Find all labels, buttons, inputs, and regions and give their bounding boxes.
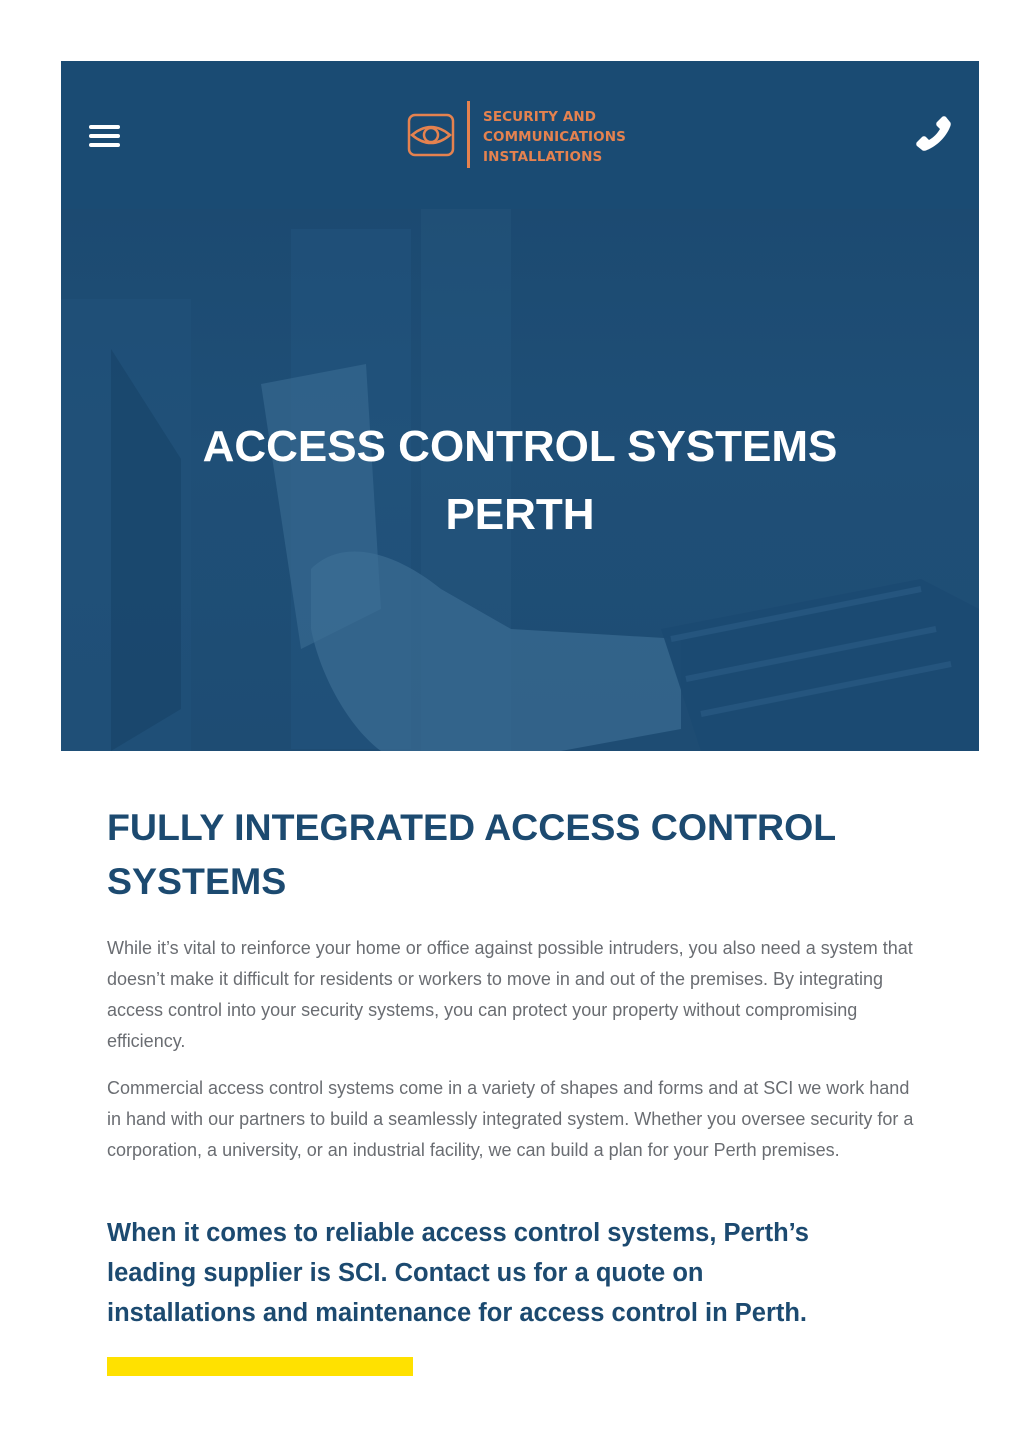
- menu-line: [89, 143, 120, 147]
- hero-title-line: PERTH: [445, 490, 595, 539]
- menu-line: [89, 134, 120, 138]
- section-heading-line: FULLY INTEGRATED ACCESS CONTROL: [107, 806, 837, 848]
- hero-card: [61, 61, 979, 751]
- cta-line: leading supplier is SCI. Contact us for a quote on: [107, 1259, 704, 1287]
- logo-text: [483, 107, 626, 167]
- section-heading: [107, 800, 927, 908]
- hamburger-menu-icon[interactable]: [89, 125, 121, 147]
- cta-text: [107, 1213, 927, 1333]
- hero-title: [61, 413, 979, 549]
- menu-line: [89, 125, 120, 129]
- main-content: [107, 800, 927, 1327]
- phone-icon[interactable]: [913, 113, 953, 153]
- site-header: [61, 61, 979, 209]
- site-logo[interactable]: [407, 101, 647, 169]
- hero-title-line: ACCESS CONTROL SYSTEMS: [202, 422, 838, 471]
- cta-line: installations and maintenance for access control in Perth.: [107, 1299, 808, 1327]
- logo-divider: [467, 101, 470, 168]
- logo-line: SECURITY AND: [483, 109, 597, 125]
- logo-line: COMMUNICATIONS: [483, 129, 626, 145]
- commercial-paragraph: Commercial access control systems come in a variety of shapes and forms and at SCI we work hand in hand with our partners to build a seamlessly integrated system. Whether you oversee security for a corporation, a university, or an industrial facility, we can build a plan for your Perth premises.: [107, 1078, 914, 1160]
- intro-paragraph: While it’s vital to reinforce your home or office against possible intruders, you also need a system that doesn’t make it difficult for residents or workers to move in and out of the premises. By integrating access control into your security systems, you can protect your property without compromising efficiency.: [107, 938, 913, 1051]
- eye-icon: [407, 113, 455, 157]
- cta-line: When it comes to reliable access control systems, Perth’s: [107, 1219, 809, 1247]
- accent-bar: [107, 1357, 413, 1376]
- section-heading-line: SYSTEMS: [107, 860, 287, 902]
- logo-line: INSTALLATIONS: [483, 149, 603, 165]
